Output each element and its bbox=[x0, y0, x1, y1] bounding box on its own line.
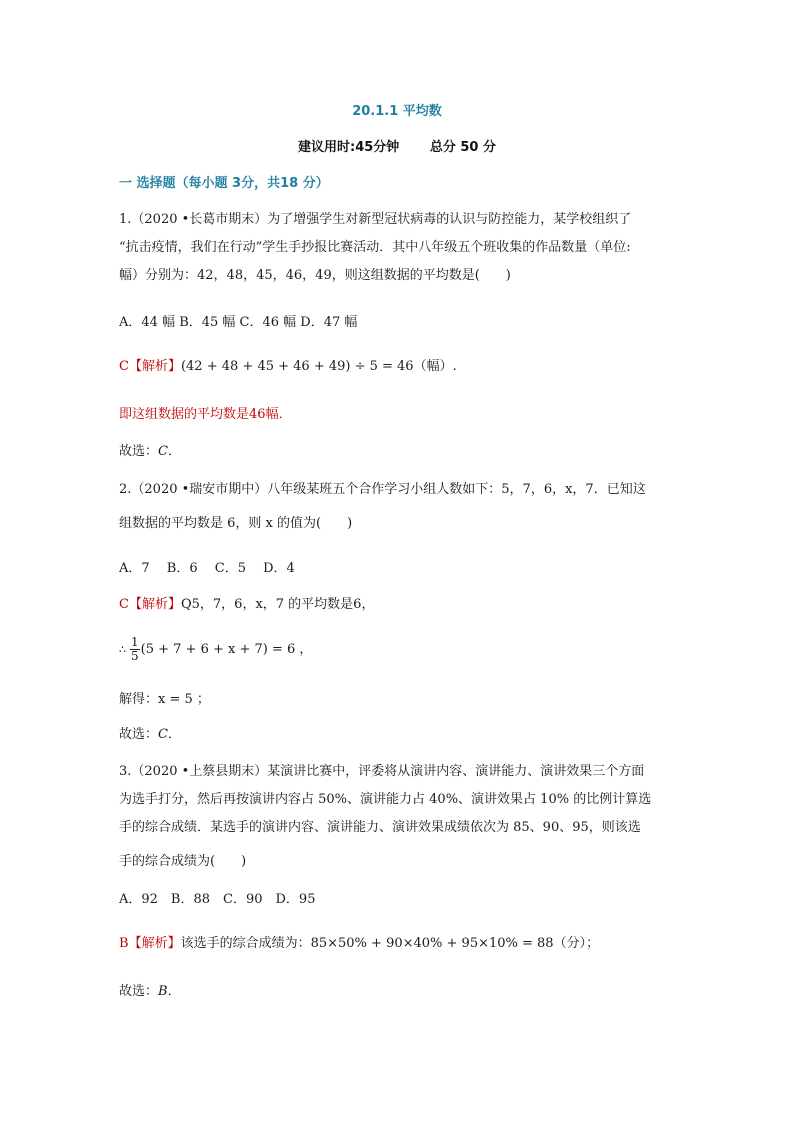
question-1-answer bbox=[119, 353, 679, 381]
question-1-options: A．44 幅 B．45 幅 C．46 幅 D．47 幅 bbox=[119, 315, 358, 330]
total-score: 总分 50 分 bbox=[429, 140, 496, 155]
choice-end: ． bbox=[167, 984, 181, 999]
question-3-line-1: 3.（2020 •上蔡县期末）某演讲比赛中，评委将从演讲内容、演讲能力、演讲效果三个方面 bbox=[119, 764, 645, 779]
question-2-solution: 解得：x = 5 ； bbox=[119, 692, 210, 707]
conclusion-text: 即这组数据的平均数是 bbox=[119, 407, 250, 422]
question-3-answer bbox=[119, 930, 679, 958]
answer-expression: Q5，7，6，x，7 的平均数是6， bbox=[180, 597, 375, 612]
choice-end: ． bbox=[167, 727, 181, 742]
choice-letter: C bbox=[158, 727, 168, 742]
question-1-line-2: “抗击疫情，我们在行动”学生手抄报比赛活动．其中八年级五个班收集的作品数量（单位: bbox=[119, 240, 631, 255]
choice-letter: C bbox=[158, 444, 168, 459]
conclusion-unit: 幅． bbox=[265, 407, 292, 422]
question-1-line-1: 1.（2020 •长葛市期末）为了增强学生对新型冠状病毒的认识与防控能力，某学校组织了 bbox=[119, 212, 632, 227]
fraction-denominator: 5 bbox=[131, 649, 139, 663]
choice-label: 故选： bbox=[119, 444, 159, 459]
therefore-symbol: ∴ bbox=[119, 643, 126, 656]
choice-letter: B bbox=[158, 984, 168, 999]
answer-letter: C bbox=[119, 597, 129, 612]
conclusion-value: 46 bbox=[249, 407, 266, 422]
question-1-choice bbox=[119, 438, 679, 466]
question-2-choice bbox=[119, 721, 679, 749]
question-3-line-3: 手的综合成绩．某选手的演讲内容、演讲能力、演讲效果成绩依次为 85、90、95，则该选 bbox=[119, 820, 641, 835]
question-1 bbox=[119, 206, 679, 290]
suggested-time: 建议用时:45分钟 bbox=[298, 140, 400, 155]
question-3-options: A．92 B．88 C．90 D．95 bbox=[119, 892, 316, 907]
fraction-numerator: 1 bbox=[131, 635, 139, 649]
question-1-conclusion bbox=[119, 401, 679, 429]
question-2-equation bbox=[119, 636, 679, 663]
analysis-tag: 【解析】 bbox=[128, 359, 181, 374]
section-heading: 一 选择题（每小题 3分，共18 分） bbox=[119, 176, 329, 191]
time-and-score bbox=[0, 136, 794, 155]
answer-expression: 该选手的综合成绩为：85×50% + 90×40% + 95×10% = 88（分）； bbox=[180, 936, 600, 951]
choice-label: 故选： bbox=[119, 984, 159, 999]
question-3-line-4: 手的综合成绩为( ) bbox=[119, 854, 247, 869]
question-3 bbox=[119, 758, 679, 876]
question-3-line-2: 为选手打分，然后再按演讲内容占 50%、演讲能力占 40%、演讲效果占 10% 的比例计算选 bbox=[119, 792, 652, 807]
choice-label: 故选： bbox=[119, 727, 159, 742]
document-title: 20.1.1 平均数 bbox=[352, 104, 442, 119]
question-3-choice bbox=[119, 978, 679, 1006]
choice-end: ． bbox=[167, 444, 181, 459]
question-2-answer bbox=[119, 591, 679, 619]
equation-rest: (5 + 7 + 6 + x + 7) = 6 ， bbox=[140, 642, 313, 657]
fraction bbox=[130, 636, 140, 663]
question-2-line-2: 组数据的平均数是 6，则 x 的值为( ) bbox=[119, 516, 353, 531]
question-1-line-3: 幅）分别为：42，48，45，46，49，则这组数据的平均数是( ) bbox=[119, 268, 511, 283]
analysis-tag: 【解析】 bbox=[128, 597, 181, 612]
analysis-tag: 【解析】 bbox=[128, 936, 181, 951]
question-2 bbox=[119, 476, 679, 538]
question-2-line-1: 2.（2020 •瑞安市期中）八年级某班五个合作学习小组人数如下：5，7，6，x，7．已知这 bbox=[119, 482, 646, 497]
answer-expression: (42 + 48 + 45 + 46 + 49) ÷ 5 = 46（幅）. bbox=[180, 359, 457, 374]
answer-letter: B bbox=[119, 936, 129, 951]
answer-letter: C bbox=[119, 359, 129, 374]
question-2-options: A．7 B．6 C．5 D．4 bbox=[119, 561, 295, 576]
